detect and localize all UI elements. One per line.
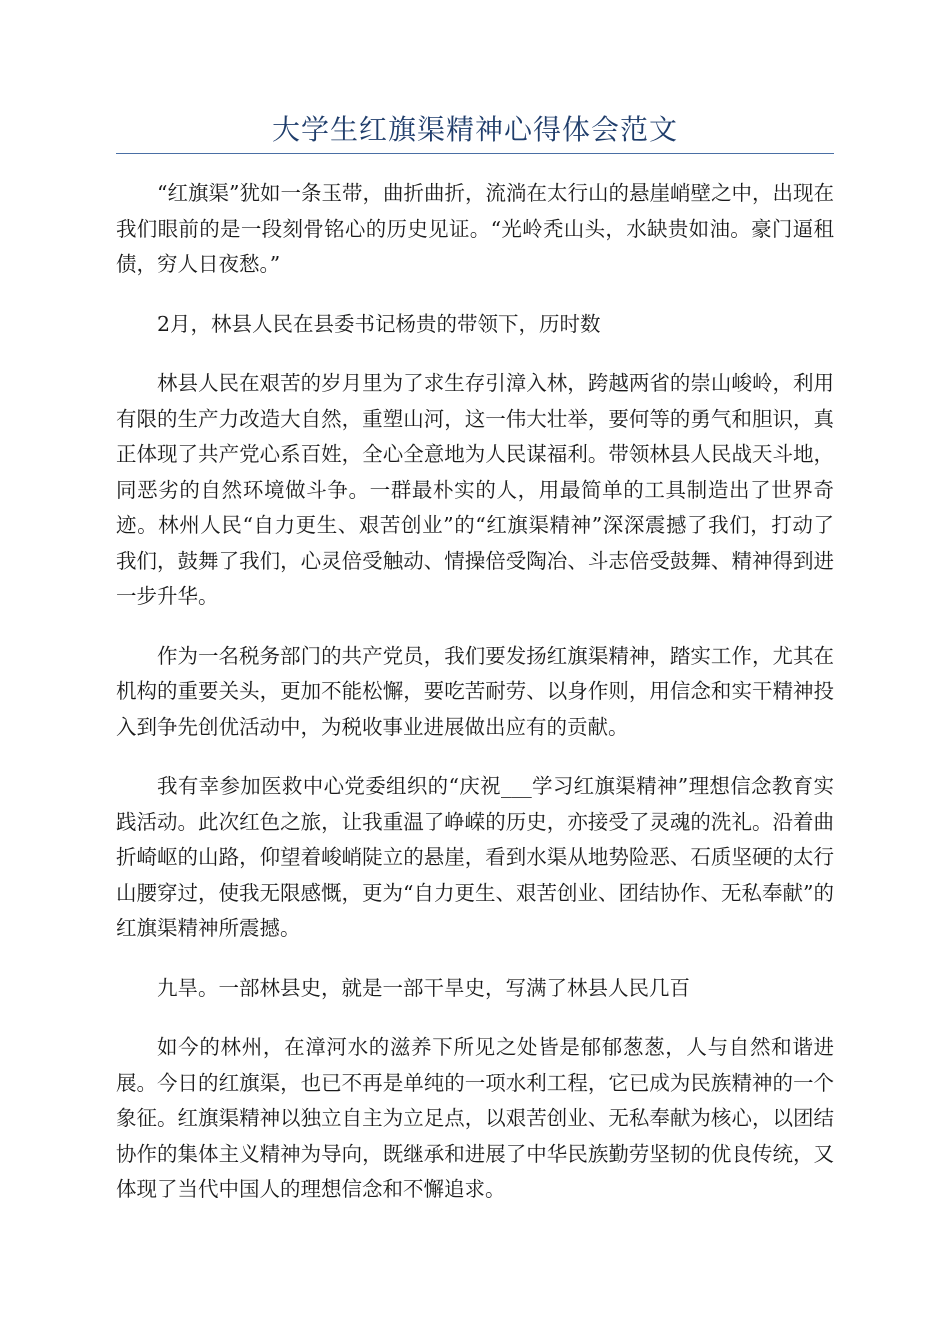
paragraph: 如今的林州，在漳河水的滋养下所见之处皆是郁郁葱葱，人与自然和谐进展。今日的红旗渠，也已不再是单纯的一项水利工程，它已成为民族精神的一个象征。红旗渠精神以独立自主为立足点，以艰苦创业、无私奉献为核心，以团结协作的集体主义精神为导向，既继承和进展了中华民族勤劳坚韧的优良传统，又体现了当代中国人的理想信念和不懈追求。 — [116, 1035, 834, 1201]
document-title: 大学生红旗渠精神心得体会范文 — [271, 113, 678, 146]
title-underline — [116, 153, 834, 154]
paragraph: 我有幸参加医救中心党委组织的“庆祝___学习红旗渠精神”理想信念教育实践活动。此次红色之旅，让我重温了峥嵘的历史，亦接受了灵魂的洗礼。沿着曲折崎岖的山路，仰望着峻峭陡立的悬崖，看到水渠从地势险恶、石质坚硬的太行山腰穿过，使我无限感慨，更为“自力更生、艰苦创业、团结协作、无私奉献”的红旗渠精神所震撼。 — [116, 774, 834, 940]
paragraph: 作为一名税务部门的共产党员，我们要发扬红旗渠精神，踏实工作，尤其在机构的重要关头，更加不能松懈，要吃苦耐劳、以身作则，用信念和实干精神投入到争先创优活动中，为税收事业进展做出应有的贡献。 — [116, 643, 834, 739]
paragraph: “红旗渠”犹如一条玉带，曲折曲折，流淌在太行山的悬崖峭壁之中，出现在我们眼前的是一段刻骨铭心的历史见证。“光岭秃山头，水缺贵如油。豪门逼租债，穷人日夜愁。” — [116, 181, 834, 276]
paragraph: 九旱。一部林县史，就是一部干旱史，写满了林县人民几百 — [157, 975, 690, 1000]
paragraph: 2月，林县人民在县委书记杨贵的带领下，历时数 — [157, 311, 601, 336]
document-body — [116, 176, 834, 1232]
paragraph: 林县人民在艰苦的岁月里为了求生存引漳入林，跨越两省的崇山峻岭，利用有限的生产力改造大自然，重塑山河，这一伟大壮举，要何等的勇气和胆识，真正体现了共产党心系百姓，全心全意地为人民谋福利。带领林县人民战天斗地，同恶劣的自然环境做斗争。一群最朴实的人，用最简单的工具制造出了世界奇迹。林州人民“自力更生、艰苦创业”的“红旗渠精神”深深震撼了我们，打动了我们，鼓舞了我们，心灵倍受触动、情操倍受陶冶、斗志倍受鼓舞、精神得到进一步升华。 — [116, 371, 834, 608]
